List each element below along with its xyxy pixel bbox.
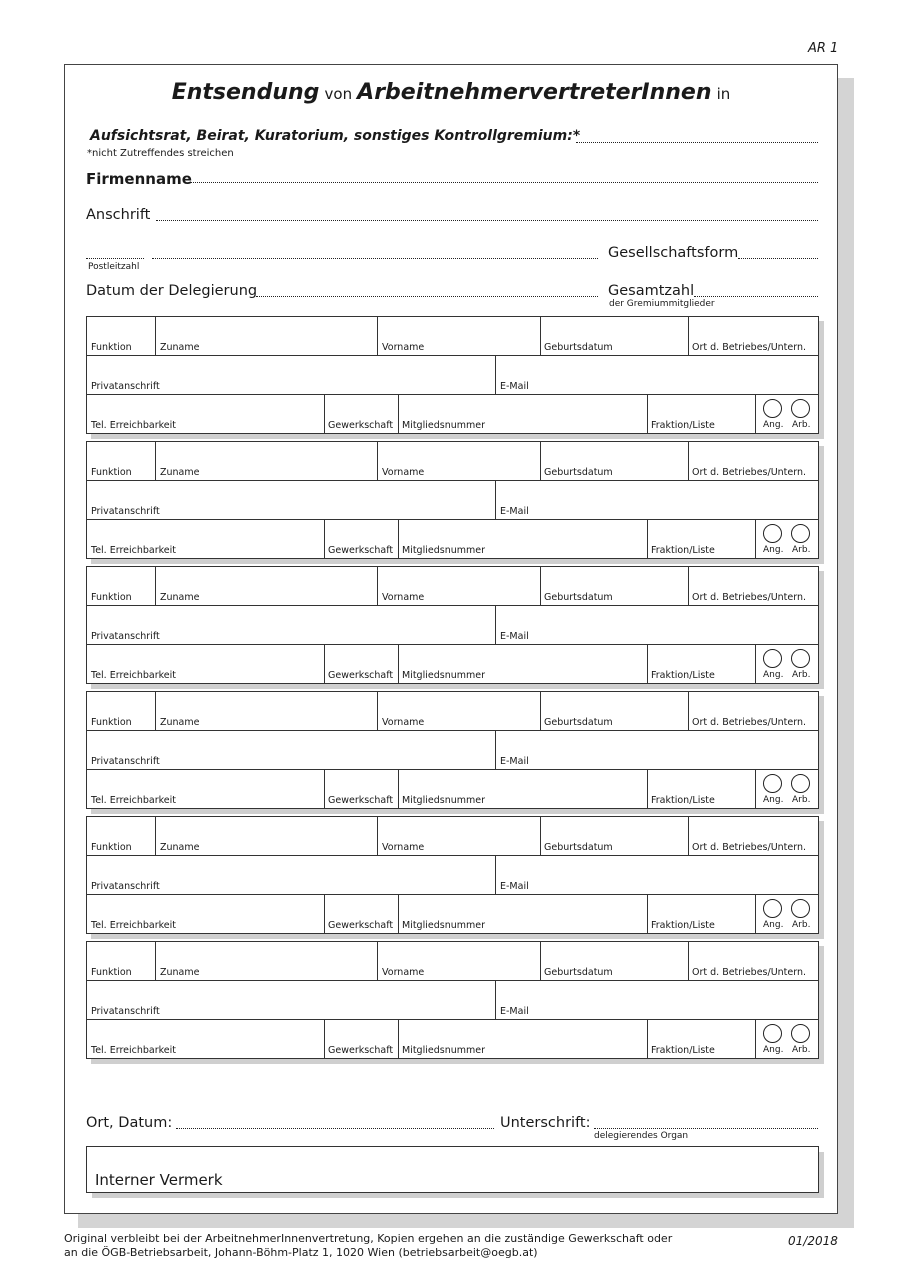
- column-divider: [155, 941, 156, 980]
- tel-field[interactable]: Tel. Erreichbarkeit: [91, 545, 177, 556]
- ort-datum-label: Ort, Datum:: [86, 1115, 173, 1131]
- column-divider: [377, 441, 378, 480]
- funktion-field[interactable]: Funktion: [91, 342, 132, 353]
- ort-betrieb-field[interactable]: Ort d. Betriebes/Untern.: [692, 717, 807, 728]
- ort-betrieb-field[interactable]: Ort d. Betriebes/Untern.: [692, 467, 807, 478]
- column-divider: [495, 980, 496, 1019]
- unterschrift-label: Unterschrift:: [500, 1115, 591, 1131]
- ort-datum-input-line[interactable]: [176, 1128, 494, 1129]
- ang-label: Ang.: [763, 795, 784, 805]
- member-block: [86, 816, 819, 934]
- fraktion-field[interactable]: Fraktion/Liste: [651, 545, 715, 556]
- row-divider: [86, 1019, 819, 1020]
- gesellschaftsform-input-line[interactable]: [738, 258, 818, 259]
- geburtsdatum-field[interactable]: Geburtsdatum: [544, 342, 613, 353]
- gewerkschaft-field[interactable]: Gewerkschaft: [328, 795, 394, 806]
- title-entsendung: Entsendung: [171, 80, 320, 105]
- arb-label: Arb.: [792, 1045, 811, 1055]
- title-arbeitnehmervertreter: ArbeitnehmervertreterInnen: [357, 80, 712, 105]
- ang-radio[interactable]: [763, 899, 782, 918]
- firmenname-input-line[interactable]: [190, 182, 818, 183]
- title-in: in: [716, 85, 731, 103]
- ang-radio[interactable]: [763, 399, 782, 418]
- row-divider: [86, 480, 819, 481]
- ang-radio[interactable]: [763, 524, 782, 543]
- datum-delegierung-label: Datum der Delegierung: [86, 283, 258, 299]
- email-field[interactable]: E-Mail: [500, 881, 529, 892]
- column-divider: [540, 816, 541, 855]
- zuname-field[interactable]: Zuname: [160, 842, 200, 853]
- postleitzahl-input-line[interactable]: [86, 258, 144, 259]
- geburtsdatum-field[interactable]: Geburtsdatum: [544, 592, 613, 603]
- member-block: [86, 941, 819, 1059]
- vorname-field[interactable]: Vorname: [382, 717, 425, 728]
- gesamtzahl-label: Gesamtzahl: [608, 283, 695, 299]
- ang-radio[interactable]: [763, 1024, 782, 1043]
- arb-label: Arb.: [792, 920, 811, 930]
- column-divider: [688, 691, 689, 730]
- row-divider: [86, 980, 819, 981]
- arb-radio[interactable]: [791, 649, 810, 668]
- email-field[interactable]: E-Mail: [500, 506, 529, 517]
- zuname-field[interactable]: Zuname: [160, 967, 200, 978]
- column-divider: [540, 566, 541, 605]
- row-divider: [86, 644, 819, 645]
- mitgliedsnummer-field[interactable]: Mitgliedsnummer: [402, 420, 485, 431]
- column-divider: [755, 769, 756, 809]
- column-divider: [647, 1019, 648, 1059]
- column-divider: [155, 566, 156, 605]
- column-divider: [540, 316, 541, 355]
- ort-betrieb-field[interactable]: Ort d. Betriebes/Untern.: [692, 342, 807, 353]
- column-divider: [324, 769, 325, 809]
- column-divider: [495, 355, 496, 394]
- member-block: [86, 441, 819, 559]
- ang-label: Ang.: [763, 920, 784, 930]
- column-divider: [755, 394, 756, 434]
- ort-input-line[interactable]: [152, 258, 598, 259]
- unterschrift-input-line[interactable]: [594, 1128, 818, 1129]
- zuname-field[interactable]: Zuname: [160, 717, 200, 728]
- arb-label: Arb.: [792, 670, 811, 680]
- form-code: AR 1: [808, 41, 839, 56]
- column-divider: [398, 394, 399, 434]
- column-divider: [324, 894, 325, 934]
- row-divider: [86, 605, 819, 606]
- privatanschrift-field[interactable]: Privatanschrift: [91, 506, 160, 517]
- tel-field[interactable]: Tel. Erreichbarkeit: [91, 420, 177, 431]
- ang-label: Ang.: [763, 1045, 784, 1055]
- geburtsdatum-field[interactable]: Geburtsdatum: [544, 967, 613, 978]
- gremium-input-line[interactable]: [576, 142, 818, 143]
- title-von: von: [324, 85, 353, 103]
- vorname-field[interactable]: Vorname: [382, 592, 425, 603]
- vorname-field[interactable]: Vorname: [382, 342, 425, 353]
- mitgliedsnummer-field[interactable]: Mitgliedsnummer: [402, 920, 485, 931]
- ang-label: Ang.: [763, 420, 784, 430]
- row-divider: [86, 894, 819, 895]
- row-divider: [86, 855, 819, 856]
- form-title: [64, 80, 838, 105]
- row-divider: [86, 394, 819, 395]
- funktion-field[interactable]: Funktion: [91, 467, 132, 478]
- funktion-field[interactable]: Funktion: [91, 592, 132, 603]
- column-divider: [688, 316, 689, 355]
- email-field[interactable]: E-Mail: [500, 631, 529, 642]
- footer-line-1: Original verbleibt bei der ArbeitnehmerInnenvertretung, Kopien ergehen an die zuständige Gewerkschaft oder: [64, 1232, 673, 1245]
- delegierendes-organ-label: delegierendes Organ: [594, 1131, 689, 1141]
- column-divider: [688, 566, 689, 605]
- column-divider: [155, 691, 156, 730]
- datum-delegierung-input-line[interactable]: [256, 296, 598, 297]
- column-divider: [647, 394, 648, 434]
- geburtsdatum-field[interactable]: Geburtsdatum: [544, 842, 613, 853]
- arb-label: Arb.: [792, 420, 811, 430]
- postleitzahl-label: Postleitzahl: [88, 262, 140, 272]
- column-divider: [377, 566, 378, 605]
- geburtsdatum-field[interactable]: Geburtsdatum: [544, 717, 613, 728]
- gewerkschaft-field[interactable]: Gewerkschaft: [328, 920, 394, 931]
- member-block: [86, 316, 819, 434]
- gremium-note: *nicht Zutreffendes streichen: [87, 148, 234, 159]
- gewerkschaft-field[interactable]: Gewerkschaft: [328, 670, 394, 681]
- column-divider: [495, 480, 496, 519]
- column-divider: [377, 691, 378, 730]
- vorname-field[interactable]: Vorname: [382, 842, 425, 853]
- column-divider: [324, 1019, 325, 1059]
- column-divider: [324, 644, 325, 684]
- funktion-field[interactable]: Funktion: [91, 842, 132, 853]
- column-divider: [647, 894, 648, 934]
- column-divider: [755, 894, 756, 934]
- geburtsdatum-field[interactable]: Geburtsdatum: [544, 467, 613, 478]
- fraktion-field[interactable]: Fraktion/Liste: [651, 795, 715, 806]
- arb-radio[interactable]: [791, 1024, 810, 1043]
- footer-text: [64, 1232, 672, 1260]
- ort-betrieb-field[interactable]: Ort d. Betriebes/Untern.: [692, 967, 807, 978]
- fraktion-field[interactable]: Fraktion/Liste: [651, 670, 715, 681]
- mitgliedsnummer-field[interactable]: Mitgliedsnummer: [402, 670, 485, 681]
- anschrift-input-line[interactable]: [156, 220, 818, 221]
- gremium-label: Aufsichtsrat, Beirat, Kuratorium, sonstiges Kontrollgremium:*: [90, 128, 581, 144]
- privatanschrift-field[interactable]: Privatanschrift: [91, 381, 160, 392]
- column-divider: [155, 441, 156, 480]
- column-divider: [495, 605, 496, 644]
- column-divider: [155, 816, 156, 855]
- gewerkschaft-field[interactable]: Gewerkschaft: [328, 545, 394, 556]
- internal-note-label: Interner Vermerk: [95, 1171, 223, 1189]
- fraktion-field[interactable]: Fraktion/Liste: [651, 420, 715, 431]
- mitgliedsnummer-field[interactable]: Mitgliedsnummer: [402, 795, 485, 806]
- gesellschaftsform-label: Gesellschaftsform: [608, 245, 739, 261]
- footer-line-2: an die ÖGB-Betriebsarbeit, Johann-Böhm-Platz 1, 1020 Wien (betriebsarbeit@oegb.at): [64, 1246, 538, 1259]
- column-divider: [688, 816, 689, 855]
- tel-field[interactable]: Tel. Erreichbarkeit: [91, 920, 177, 931]
- column-divider: [398, 644, 399, 684]
- arb-label: Arb.: [792, 545, 811, 555]
- tel-field[interactable]: Tel. Erreichbarkeit: [91, 670, 177, 681]
- vorname-field[interactable]: Vorname: [382, 967, 425, 978]
- fraktion-field[interactable]: Fraktion/Liste: [651, 920, 715, 931]
- zuname-field[interactable]: Zuname: [160, 467, 200, 478]
- zuname-field[interactable]: Zuname: [160, 342, 200, 353]
- email-field[interactable]: E-Mail: [500, 1006, 529, 1017]
- column-divider: [540, 441, 541, 480]
- ort-betrieb-field[interactable]: Ort d. Betriebes/Untern.: [692, 842, 807, 853]
- zuname-field[interactable]: Zuname: [160, 592, 200, 603]
- column-divider: [647, 519, 648, 559]
- row-divider: [86, 519, 819, 520]
- column-divider: [324, 519, 325, 559]
- arb-label: Arb.: [792, 795, 811, 805]
- column-divider: [377, 941, 378, 980]
- funktion-field[interactable]: Funktion: [91, 717, 132, 728]
- column-divider: [495, 730, 496, 769]
- form-date: 01/2018: [788, 1234, 838, 1248]
- anschrift-label: Anschrift: [86, 207, 151, 223]
- column-divider: [647, 644, 648, 684]
- ang-radio[interactable]: [763, 774, 782, 793]
- row-divider: [86, 769, 819, 770]
- firmenname-label: Firmenname: [86, 170, 192, 188]
- arb-radio[interactable]: [791, 399, 810, 418]
- column-divider: [377, 316, 378, 355]
- arb-radio[interactable]: [791, 899, 810, 918]
- funktion-field[interactable]: Funktion: [91, 967, 132, 978]
- member-block: [86, 566, 819, 684]
- member-block: [86, 691, 819, 809]
- mitgliedsnummer-field[interactable]: Mitgliedsnummer: [402, 545, 485, 556]
- column-divider: [647, 769, 648, 809]
- gewerkschaft-field[interactable]: Gewerkschaft: [328, 420, 394, 431]
- column-divider: [495, 855, 496, 894]
- arb-radio[interactable]: [791, 774, 810, 793]
- column-divider: [155, 316, 156, 355]
- privatanschrift-field[interactable]: Privatanschrift: [91, 631, 160, 642]
- ang-label: Ang.: [763, 545, 784, 555]
- row-divider: [86, 730, 819, 731]
- gewerkschaft-field[interactable]: Gewerkschaft: [328, 1045, 394, 1056]
- vorname-field[interactable]: Vorname: [382, 467, 425, 478]
- ang-radio[interactable]: [763, 649, 782, 668]
- gesamtzahl-sublabel: der Gremiummitglieder: [609, 299, 715, 309]
- column-divider: [377, 816, 378, 855]
- column-divider: [540, 691, 541, 730]
- tel-field[interactable]: Tel. Erreichbarkeit: [91, 795, 177, 806]
- email-field[interactable]: E-Mail: [500, 756, 529, 767]
- email-field[interactable]: E-Mail: [500, 381, 529, 392]
- arb-radio[interactable]: [791, 524, 810, 543]
- column-divider: [755, 1019, 756, 1059]
- mitgliedsnummer-field[interactable]: Mitgliedsnummer: [402, 1045, 485, 1056]
- column-divider: [755, 644, 756, 684]
- column-divider: [324, 394, 325, 434]
- privatanschrift-field[interactable]: Privatanschrift: [91, 1006, 160, 1017]
- column-divider: [398, 894, 399, 934]
- tel-field[interactable]: Tel. Erreichbarkeit: [91, 1045, 177, 1056]
- column-divider: [398, 519, 399, 559]
- ang-label: Ang.: [763, 670, 784, 680]
- column-divider: [540, 941, 541, 980]
- column-divider: [398, 769, 399, 809]
- fraktion-field[interactable]: Fraktion/Liste: [651, 1045, 715, 1056]
- column-divider: [688, 441, 689, 480]
- column-divider: [688, 941, 689, 980]
- privatanschrift-field[interactable]: Privatanschrift: [91, 881, 160, 892]
- row-divider: [86, 355, 819, 356]
- column-divider: [755, 519, 756, 559]
- privatanschrift-field[interactable]: Privatanschrift: [91, 756, 160, 767]
- column-divider: [398, 1019, 399, 1059]
- ort-betrieb-field[interactable]: Ort d. Betriebes/Untern.: [692, 592, 807, 603]
- gesamtzahl-input-line[interactable]: [694, 296, 818, 297]
